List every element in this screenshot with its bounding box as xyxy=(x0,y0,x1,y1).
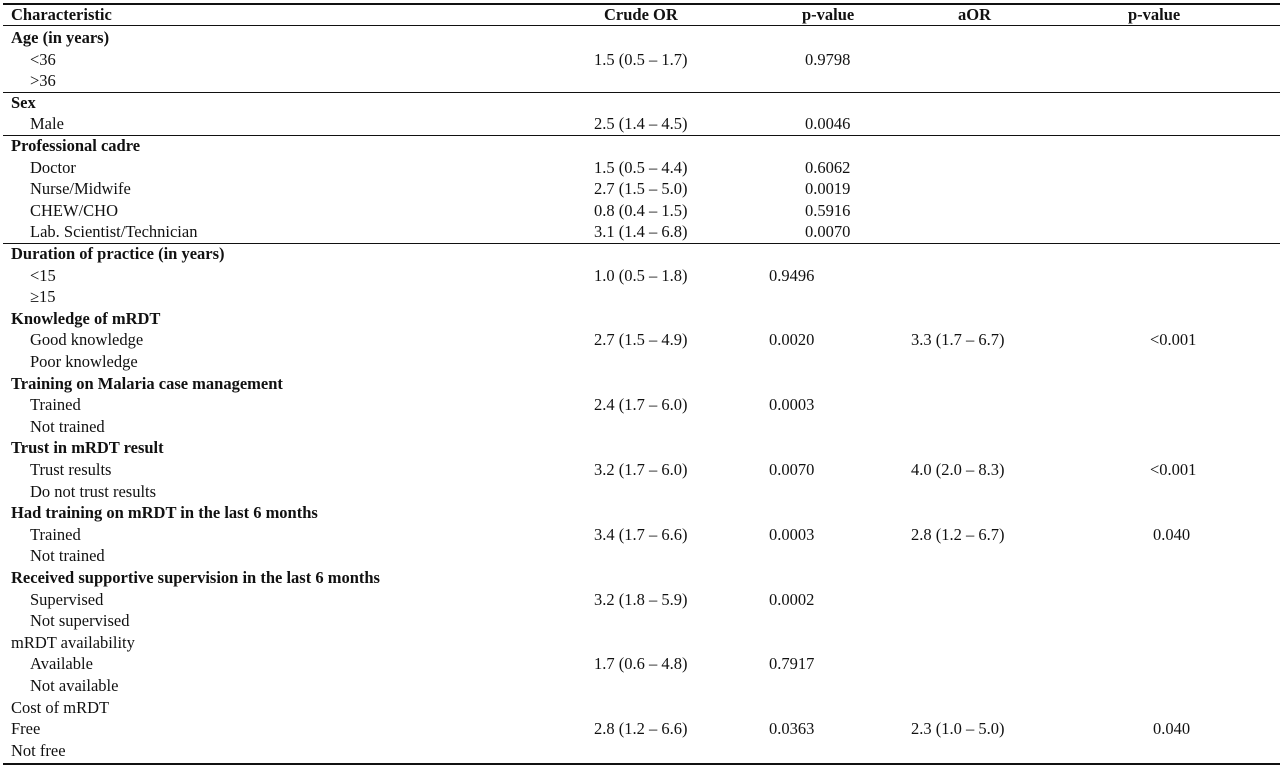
characteristic-cell: >36 xyxy=(30,71,56,91)
characteristic-cell: <36 xyxy=(30,49,56,69)
p-value-adjusted-cell: 0.040 xyxy=(1153,719,1191,739)
p-value-crude-cell: 0.0019 xyxy=(805,179,851,199)
crude-or-cell: 2.8 (1.2 – 6.6) xyxy=(594,719,688,739)
table-row xyxy=(0,394,1280,416)
crude-or-cell: 2.7 (1.5 – 5.0) xyxy=(594,179,688,199)
characteristic-cell: Duration of practice (in years) xyxy=(11,244,225,263)
crude-or-cell: 2.7 (1.5 – 4.9) xyxy=(594,330,688,350)
characteristic-cell: Available xyxy=(30,654,93,674)
p-value-crude-cell: 0.9496 xyxy=(769,265,815,285)
header-p-value-crude: p-value xyxy=(802,5,855,24)
characteristic-cell: Trust in mRDT result xyxy=(11,438,164,458)
table-section-row xyxy=(0,308,1280,330)
characteristic-cell: Received supportive supervision in the last 6 months xyxy=(11,568,380,587)
characteristic-cell: Knowledge of mRDT xyxy=(11,308,161,328)
table-row xyxy=(0,351,1280,373)
crude-or-cell: 1.5 (0.5 – 1.7) xyxy=(594,49,688,69)
aor-cell: 2.3 (1.0 – 5.0) xyxy=(911,719,1005,739)
crude-or-cell: 3.2 (1.7 – 6.0) xyxy=(594,460,688,479)
characteristic-cell: Free xyxy=(11,719,41,739)
table-row xyxy=(0,653,1280,675)
characteristic-cell: Had training on mRDT in the last 6 months xyxy=(11,503,318,523)
p-value-crude-cell: 0.0020 xyxy=(769,330,815,350)
p-value-crude-cell: 0.0070 xyxy=(805,222,851,242)
crude-or-cell: 3.4 (1.7 – 6.6) xyxy=(594,524,688,544)
characteristic-cell: Male xyxy=(30,114,64,134)
header-crude-or: Crude OR xyxy=(604,5,678,24)
table-row xyxy=(0,329,1280,351)
characteristic-cell: Trained xyxy=(30,524,81,544)
aor-cell: 3.3 (1.7 – 6.7) xyxy=(911,330,1005,350)
p-value-crude-cell: 0.0003 xyxy=(769,524,815,544)
aor-cell: 4.0 (2.0 – 8.3) xyxy=(911,460,1005,479)
table-section-row xyxy=(0,567,1280,589)
characteristic-cell: Professional cadre xyxy=(11,136,141,155)
table-section-row xyxy=(0,92,1280,114)
table-row xyxy=(0,632,1280,654)
p-value-crude-cell: 0.0002 xyxy=(769,589,815,609)
characteristic-cell: Good knowledge xyxy=(30,330,144,350)
characteristic-cell: Nurse/Midwife xyxy=(30,179,131,199)
characteristic-cell: mRDT availability xyxy=(11,632,135,652)
characteristic-cell: Cost of mRDT xyxy=(11,697,110,717)
table-row xyxy=(0,416,1280,438)
crude-or-cell: 2.4 (1.7 – 6.0) xyxy=(594,395,688,415)
p-value-crude-cell: 0.0003 xyxy=(769,395,815,415)
table-section-row xyxy=(0,135,1280,157)
characteristic-cell: Not supervised xyxy=(30,611,130,631)
characteristic-cell: <15 xyxy=(30,265,56,285)
table-bottom-rule xyxy=(3,763,1280,765)
header-aor: aOR xyxy=(958,5,991,24)
characteristic-cell: Supervised xyxy=(30,589,104,609)
table-row xyxy=(0,286,1280,308)
crude-or-cell: 1.7 (0.6 – 4.8) xyxy=(594,654,688,674)
header-p-value-adjusted: p-value xyxy=(1128,5,1181,24)
table-section-row xyxy=(0,502,1280,524)
table-row xyxy=(0,70,1280,92)
table-row xyxy=(0,481,1280,503)
p-value-crude-cell: 0.6062 xyxy=(805,157,851,177)
table-row xyxy=(0,545,1280,567)
table-section-row xyxy=(0,437,1280,459)
table-row xyxy=(0,221,1280,243)
characteristic-cell: Doctor xyxy=(30,157,76,177)
characteristic-cell: ≥15 xyxy=(30,287,56,307)
table-section-row xyxy=(0,243,1280,265)
table-row xyxy=(0,265,1280,287)
table-row xyxy=(0,740,1280,762)
table-row xyxy=(0,113,1280,135)
characteristic-cell: Poor knowledge xyxy=(30,352,138,371)
header-characteristic: Characteristic xyxy=(11,5,112,24)
table-row xyxy=(0,697,1280,719)
crude-or-cell: 3.2 (1.8 – 5.9) xyxy=(594,589,688,609)
p-value-crude-cell: 0.0363 xyxy=(769,719,815,739)
table-row xyxy=(0,718,1280,740)
characteristic-cell: Not trained xyxy=(30,546,105,566)
p-value-crude-cell: 0.5916 xyxy=(805,200,851,220)
table-row xyxy=(0,200,1280,222)
table-row xyxy=(0,524,1280,546)
aor-cell: 2.8 (1.2 – 6.7) xyxy=(911,524,1005,544)
table-section-row xyxy=(0,373,1280,395)
p-value-adjusted-cell: <0.001 xyxy=(1150,330,1197,350)
p-value-crude-cell: 0.0046 xyxy=(805,114,851,134)
characteristic-cell: Training on Malaria case management xyxy=(11,373,283,393)
p-value-crude-cell: 0.7917 xyxy=(769,654,815,674)
crude-or-cell: 2.5 (1.4 – 4.5) xyxy=(594,114,688,134)
characteristic-cell: Trained xyxy=(30,395,81,415)
table-row xyxy=(0,157,1280,179)
crude-or-cell: 1.0 (0.5 – 1.8) xyxy=(594,265,688,285)
crude-or-cell: 0.8 (0.4 – 1.5) xyxy=(594,200,688,220)
characteristic-cell: Sex xyxy=(11,92,36,112)
p-value-crude-cell: 0.0070 xyxy=(769,460,815,479)
p-value-adjusted-cell: <0.001 xyxy=(1150,460,1197,479)
table-row xyxy=(0,49,1280,71)
crude-or-cell: 1.5 (0.5 – 4.4) xyxy=(594,157,688,177)
characteristic-cell: Lab. Scientist/Technician xyxy=(30,222,198,242)
p-value-adjusted-cell: 0.040 xyxy=(1153,524,1191,544)
characteristic-cell: Not available xyxy=(30,676,119,695)
table-header-row xyxy=(0,4,1280,26)
p-value-crude-cell: 0.9798 xyxy=(805,49,851,69)
characteristic-cell: Age (in years) xyxy=(11,28,110,47)
table-row xyxy=(0,178,1280,200)
characteristic-cell: Not trained xyxy=(30,416,105,436)
characteristic-cell: Not free xyxy=(11,740,66,760)
crude-or-cell: 3.1 (1.4 – 6.8) xyxy=(594,222,688,242)
table-section-row xyxy=(0,27,1280,49)
table-row xyxy=(0,610,1280,632)
characteristic-cell: Trust results xyxy=(30,460,112,479)
table-row xyxy=(0,589,1280,611)
characteristic-cell: CHEW/CHO xyxy=(30,200,118,220)
characteristic-cell: Do not trust results xyxy=(30,481,157,501)
table-row xyxy=(0,459,1280,481)
table-row xyxy=(0,675,1280,697)
